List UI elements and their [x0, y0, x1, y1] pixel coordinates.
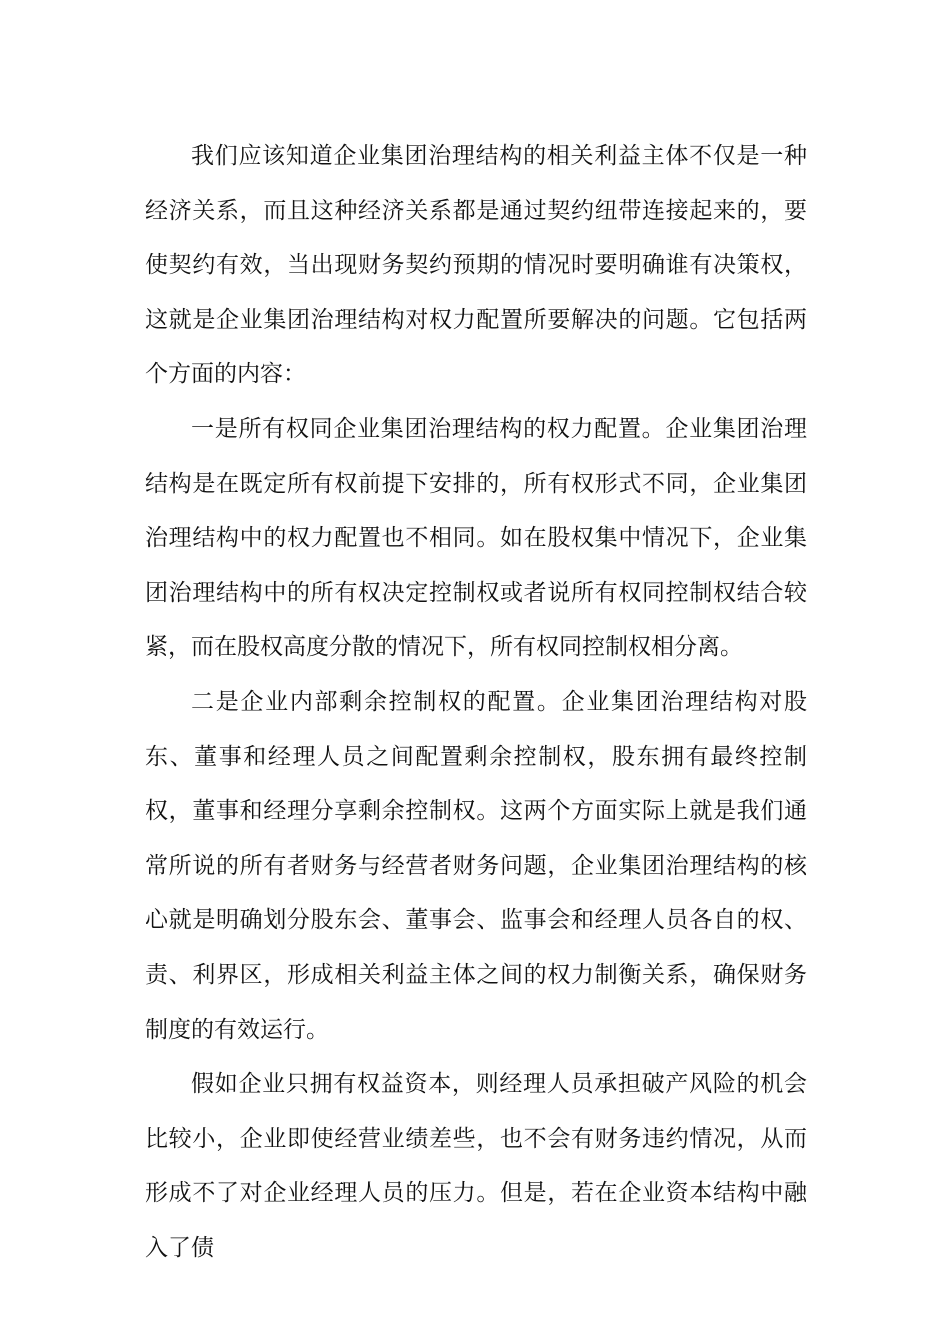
document-body — [145, 129, 807, 1275]
paragraph-1: 我们应该知道企业集团治理结构的相关利益主体不仅是一种经济关系，而且这种经济关系都是通过契约纽带连接起来的，要使契约有效，当出现财务契约预期的情况时要明确谁有决策权，这就是企业集团治理结构对权力配置所要解决的问题。它包括两个方面的内容： — [145, 143, 807, 388]
paragraph-4: 假如企业只拥有权益资本，则经理人员承担破产风险的机会比较小，企业即使经营业绩差些，也不会有财务违约情况，从而形成不了对企业经理人员的压力。但是，若在企业资本结构中融入了债 — [145, 1071, 807, 1261]
paragraph-2: 一是所有权同企业集团治理结构的权力配置。企业集团治理结构是在既定所有权前提下安排的，所有权形式不同，企业集团治理结构中的权力配置也不相同。如在股权集中情况下，企业集团治理结构中的所有权决定控制权或者说所有权同控制权结合较紧，而在股权高度分散的情况下，所有权同控制权相分离。 — [145, 415, 807, 661]
paragraph-3: 二是企业内部剩余控制权的配置。企业集团治理结构对股东、董事和经理人员之间配置剩余控制权，股东拥有最终控制权，董事和经理分享剩余控制权。这两个方面实际上就是我们通常所说的所有者财务与经营者财务问题，企业集团治理结构的核心就是明确划分股东会、董事会、监事会和经理人员各自的权、责、利界区，形成相关利益主体之间的权力制衡关系，确保财务制度的有效运行。 — [145, 688, 807, 1043]
